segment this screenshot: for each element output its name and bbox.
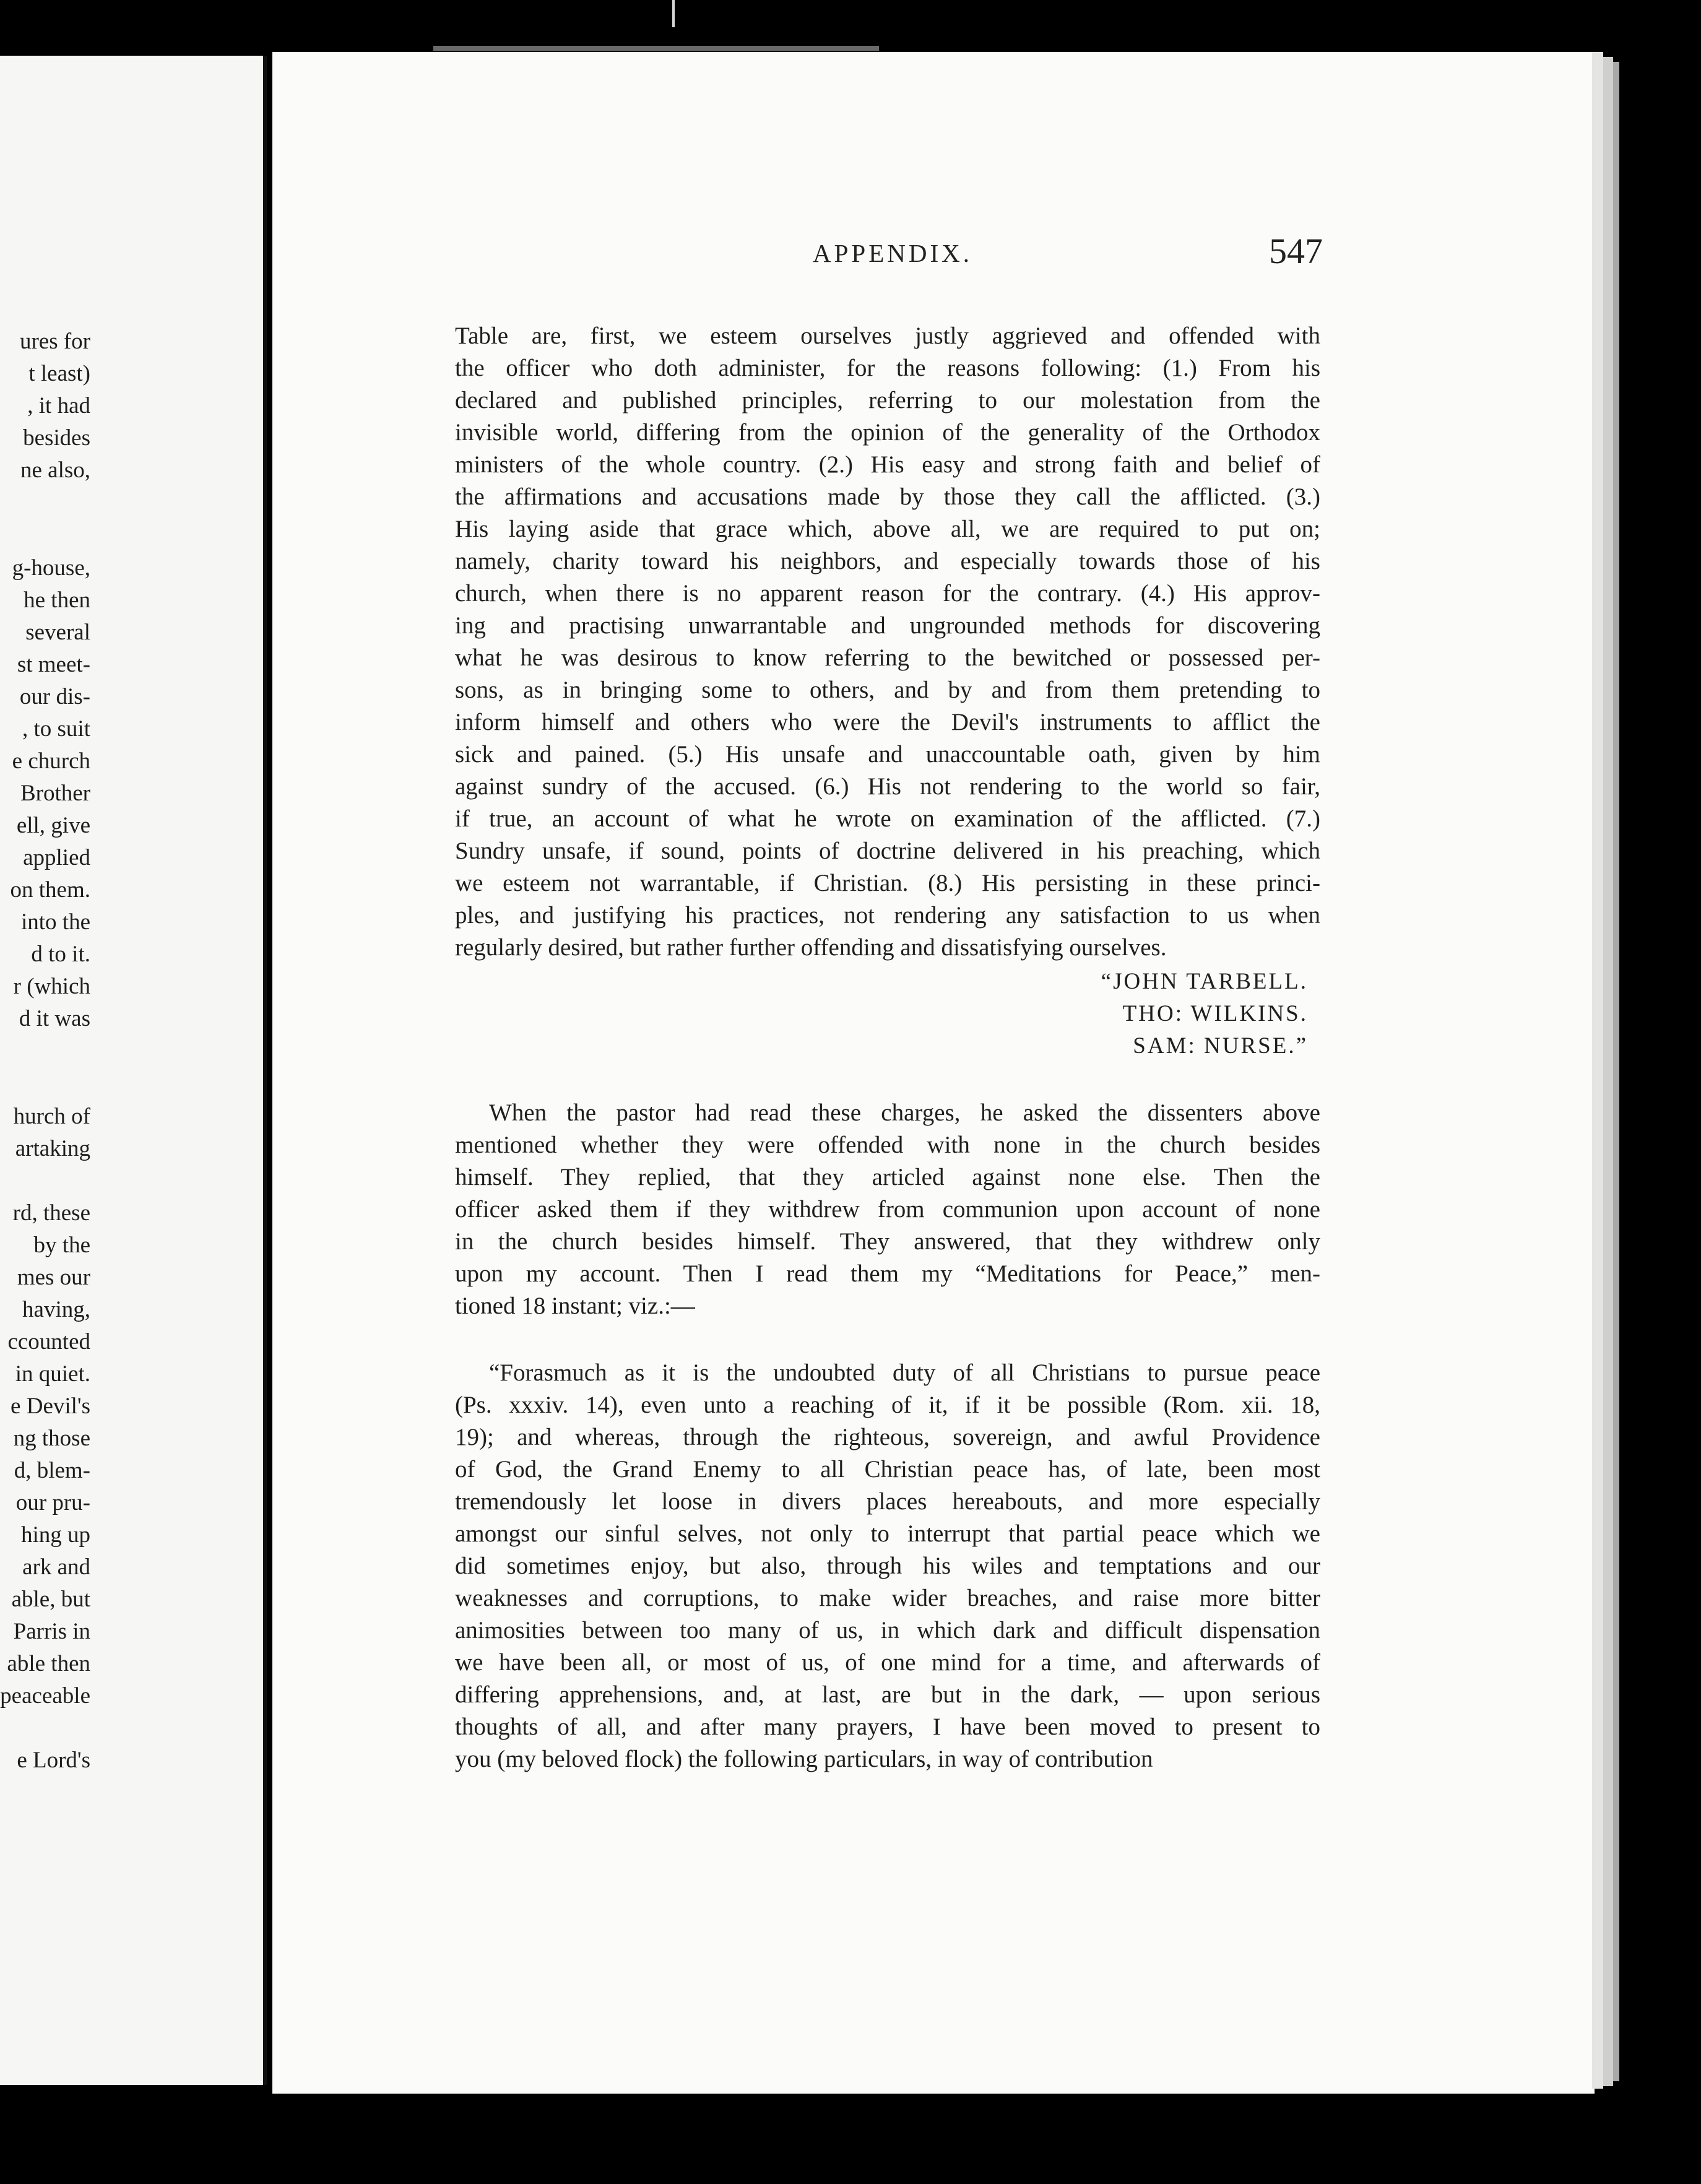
left-page-line: besides xyxy=(23,425,90,451)
left-page-line: ark and xyxy=(22,1554,90,1580)
paragraph1-line: the affirmations and accusations made by those they call the afflicted. (3.) xyxy=(455,483,1320,510)
paragraph1-line: ing and practising unwarrantable and ungrounded methods for discovering xyxy=(455,612,1320,639)
paragraph1-line: Sundry unsafe, if sound, points of doctrine delivered in his preaching, which xyxy=(455,838,1320,864)
left-page-line: rd, these xyxy=(12,1200,90,1226)
paragraph1-line: we esteem not warrantable, if Christian. (8.) His persisting in these princi- xyxy=(455,870,1320,896)
left-page-line: on them. xyxy=(10,877,90,903)
left-page-line: ng those xyxy=(13,1426,90,1451)
signature-line: “JOHN TARBELL. xyxy=(1101,969,1308,994)
left-page-line: , to suit xyxy=(22,716,90,742)
left-page-line: ures for xyxy=(19,329,90,354)
paragraph1-line: namely, charity toward his neighbors, and especially towards those of his xyxy=(455,548,1320,574)
left-page-line: g-house, xyxy=(12,555,90,581)
page-number: 547 xyxy=(1269,231,1323,271)
paragraph3-line: weaknesses and corruptions, to make wider breaches, and raise more bitter xyxy=(455,1585,1320,1611)
paragraph1-line: invisible world, differing from the opinion of the generality of the Orthodox xyxy=(455,419,1320,446)
left-page-line: mes our xyxy=(17,1265,90,1290)
left-page-line: e Lord's xyxy=(17,1748,90,1773)
paragraph3-line: animosities between too many of us, in which dark and difficult dispensation xyxy=(455,1617,1320,1644)
paragraph2-line: tioned 18 instant; viz.:— xyxy=(455,1293,695,1319)
left-page-line: hurch of xyxy=(13,1104,90,1129)
left-page-line: peaceable xyxy=(0,1683,90,1709)
page-edge xyxy=(1592,52,1603,2089)
paragraph1-line: sons, as in bringing some to others, and by and from them pretending to xyxy=(455,677,1320,703)
paragraph3-line: you (my beloved flock) the following particulars, in way of contribution xyxy=(455,1746,1153,1772)
paragraph1-line: inform himself and others who were the Devil's instruments to afflict the xyxy=(455,709,1320,735)
paragraph3-line: of God, the Grand Enemy to all Christian peace has, of late, been most xyxy=(455,1456,1320,1483)
left-page-line: d it was xyxy=(19,1006,90,1031)
left-page-line: ell, give xyxy=(16,813,90,838)
paragraph2-line: himself. They replied, that they articled against none else. Then the xyxy=(455,1164,1320,1190)
paragraph3-line: tremendously let loose in divers places hereabouts, and more especially xyxy=(455,1488,1320,1515)
paragraph3-line: did sometimes enjoy, but also, through his wiles and temptations and our xyxy=(455,1553,1320,1579)
paragraph1-line: regularly desired, but rather further offending and dissatisfying ourselves. xyxy=(455,934,1167,961)
paragraph1-line: ples, and justifying his practices, not rendering any satisfaction to us when xyxy=(455,902,1320,929)
left-page-line: able, but xyxy=(11,1587,90,1612)
page-edge xyxy=(1603,57,1613,2086)
paragraph1-line: His laying aside that grace which, above all, we are required to put on; xyxy=(455,516,1320,542)
paragraph3-line: thoughts of all, and after many prayers, I have been moved to present to xyxy=(455,1714,1320,1740)
paragraph1-line: church, when there is no apparent reason for the contrary. (4.) His approv- xyxy=(455,580,1320,607)
left-page-line: in quiet. xyxy=(15,1361,90,1387)
left-page-line: able then xyxy=(7,1651,90,1676)
paragraph2-line: When the pastor had read these charges, he asked the dissenters above xyxy=(489,1099,1320,1126)
left-page-line: he then xyxy=(24,587,90,613)
paragraph3-line: differing apprehensions, and, at last, are but in the dark, — upon serious xyxy=(455,1681,1320,1708)
left-page-line: applied xyxy=(23,845,90,870)
left-page-line: st meet- xyxy=(17,652,90,677)
left-page-line: into the xyxy=(20,909,90,935)
paragraph1-line: the officer who doth administer, for the reasons following: (1.) From his xyxy=(455,355,1320,381)
signature-line: THO: WILKINS. xyxy=(1122,1001,1308,1026)
paragraph2-line: officer asked them if they withdrew from communion upon account of none xyxy=(455,1196,1320,1223)
paragraph3-line: “Forasmuch as it is the undoubted duty of all Christians to pursue peace xyxy=(489,1359,1320,1386)
left-page-line: t least) xyxy=(28,361,90,386)
left-page-line: e Devil's xyxy=(11,1393,90,1419)
left-page-line: several xyxy=(25,620,90,645)
paragraph3-line: 19); and whereas, through the righteous, sovereign, and awful Providence xyxy=(455,1424,1320,1450)
left-page-line: by the xyxy=(33,1233,90,1258)
left-page-line: ne also, xyxy=(20,457,90,483)
scan-artifact xyxy=(672,0,675,27)
paragraph3-line: amongst our sinful selves, not only to interrupt that partial peace which we xyxy=(455,1520,1320,1547)
left-page-line: our dis- xyxy=(19,684,90,709)
left-page-line: d, blem- xyxy=(14,1458,90,1483)
paragraph2-line: upon my account. Then I read them my “Meditations for Peace,” men- xyxy=(455,1260,1320,1287)
left-facing-page xyxy=(0,56,267,2085)
paragraph2-line: in the church besides himself. They answered, that they withdrew only xyxy=(455,1228,1320,1255)
left-page-line: , it had xyxy=(27,393,90,418)
page-top-shadow xyxy=(433,46,879,51)
left-page-line: d to it. xyxy=(31,942,90,967)
page-edge xyxy=(1613,62,1619,2081)
paragraph2-line: mentioned whether they were offended with none in the church besides xyxy=(455,1132,1320,1158)
paragraph1-line: against sundry of the accused. (6.) His not rendering to the world so fair, xyxy=(455,773,1320,800)
paragraph1-line: sick and pained. (5.) His unsafe and unaccountable oath, given by him xyxy=(455,741,1320,768)
left-page-line: artaking xyxy=(15,1136,90,1161)
left-page-line: r (which xyxy=(13,974,90,999)
left-page-line: e church xyxy=(12,748,90,774)
paragraph3-line: we have been all, or most of us, of one mind for a time, and afterwards of xyxy=(455,1649,1320,1676)
running-head: APPENDIX. xyxy=(813,239,972,267)
left-page-line: hing up xyxy=(20,1522,90,1548)
left-page-line: ccounted xyxy=(7,1329,90,1354)
paragraph3-line: (Ps. xxxiv. 14), even unto a reaching of it, if it be possible (Rom. xii. 18, xyxy=(455,1392,1320,1418)
left-page-line: Brother xyxy=(20,781,90,806)
paragraph1-line: if true, an account of what he wrote on examination of the afflicted. (7.) xyxy=(455,805,1320,832)
paragraph1-line: Table are, first, we esteem ourselves justly aggrieved and offended with xyxy=(455,323,1320,349)
paragraph1-line: what he was desirous to know referring to the bewitched or possessed per- xyxy=(455,644,1320,671)
left-page-line: Parris in xyxy=(13,1619,90,1644)
paragraph1-line: declared and published principles, referring to our molestation from the xyxy=(455,387,1320,414)
signature-line: SAM: NURSE.” xyxy=(1133,1033,1308,1059)
paragraph1-line: ministers of the whole country. (2.) His easy and strong faith and belief of xyxy=(455,451,1320,478)
left-page-line: our pru- xyxy=(15,1490,90,1515)
left-page-line: having, xyxy=(22,1297,90,1322)
